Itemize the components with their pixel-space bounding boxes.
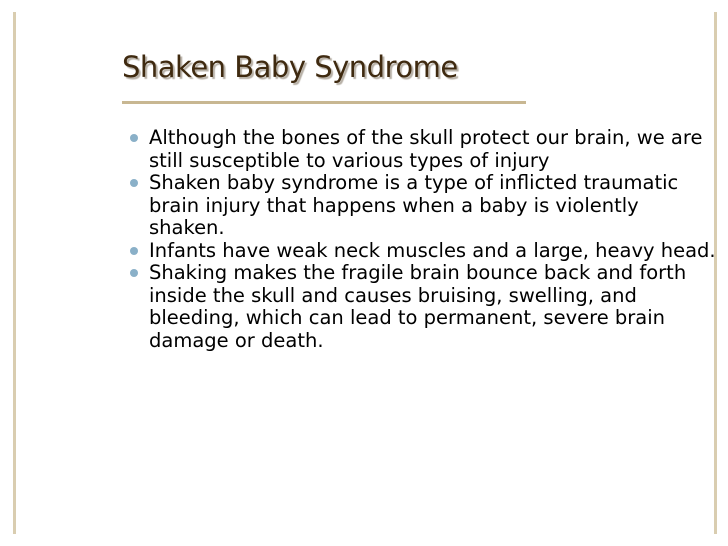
title-underline	[122, 101, 526, 104]
bullet-dot-icon	[130, 269, 138, 277]
left-frame-border	[13, 12, 16, 534]
bullet-list	[128, 127, 720, 352]
bullet-item	[128, 127, 720, 172]
bullet-text: Shaking makes the fragile brain bounce back and forth inside the skull and causes bruising, swelling, and bleeding, which can lead to permanent, severe brain damage or death.	[149, 261, 687, 352]
bullet-text: Infants have weak neck muscles and a large, heavy head.	[149, 238, 716, 262]
bullet-item	[128, 172, 720, 240]
bullet-text: Although the bones of the skull protect our brain, we are still susceptible to various types of injury	[149, 126, 703, 172]
bullet-dot-icon	[130, 179, 138, 187]
bullet-dot-icon	[130, 247, 138, 255]
bullet-item	[128, 262, 720, 352]
bullet-item	[128, 240, 720, 263]
bullet-text: Shaken baby syndrome is a type of inflicted traumatic brain injury that happens when a baby is violently shaken.	[149, 171, 679, 239]
slide-title: Shaken Baby Syndrome	[122, 50, 458, 84]
bullet-dot-icon	[130, 134, 138, 142]
